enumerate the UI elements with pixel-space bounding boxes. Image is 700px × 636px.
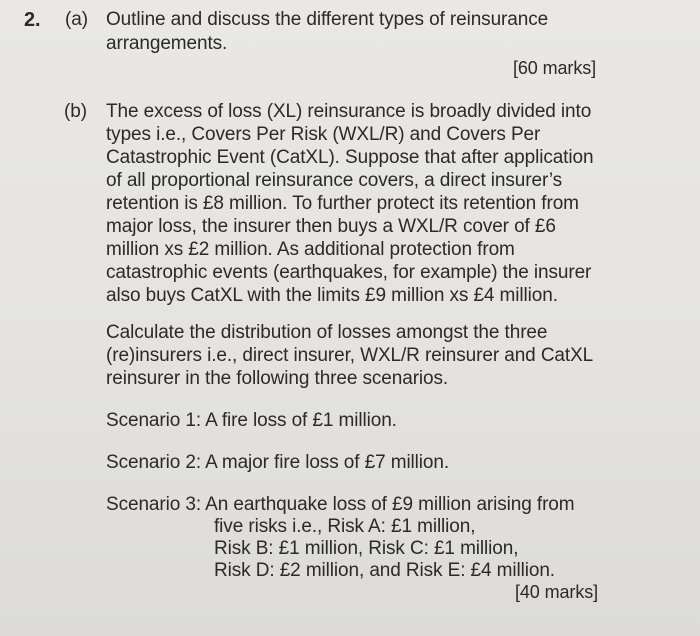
part-b-p2-line-1: Calculate the distribution of losses amongst the three [106,322,548,343]
question-number: 2. [24,9,41,31]
scenario-3-line-1: Scenario 3: An earthquake loss of £9 million arising from [106,494,575,515]
part-a-marks: [60 marks] [513,58,597,78]
part-a-label: (a) [65,9,88,30]
part-b-p1-line-1: The excess of loss (XL) reinsurance is broadly divided into [106,101,592,122]
part-b-p2-line-2: (re)insurers i.e., direct insurer, WXL/R reinsurer and CatXL [106,345,594,366]
part-a-line-2: arrangements. [106,33,228,54]
part-b-p1-line-9: also buys CatXL with the limits £9 million xs £4 million. [106,285,558,306]
part-b-marks: [40 marks] [515,582,599,602]
part-b-label: (b) [64,101,87,122]
scenario-3-line-2: five risks i.e., Risk A: £1 million, [214,516,476,537]
part-b-p1-line-7: million xs £2 million. As additional protection from [106,239,515,260]
part-b-p1-line-8: catastrophic events (earthquakes, for example) the insurer [106,262,592,283]
part-b-p1-line-6: major loss, the insurer then buys a WXL/R cover of £6 [106,216,556,237]
part-b-p1-line-2: types i.e., Covers Per Risk (WXL/R) and Covers Per [106,124,541,145]
part-b-p1-line-3: Catastrophic Event (CatXL). Suppose that after application [106,147,594,168]
part-b-p1-line-5: retention is £8 million. To further protect its retention from [106,193,579,214]
scenario-2: Scenario 2: A major fire loss of £7 million. [106,452,450,473]
scenario-1: Scenario 1: A fire loss of £1 million. [106,410,397,431]
part-b-p1-line-4: of all proportional reinsurance covers, a direct insurer’s [106,170,563,191]
part-a-line-1: Outline and discuss the different types of reinsurance [106,9,549,30]
scenario-3-line-3: Risk B: £1 million, Risk C: £1 million, [214,538,519,559]
scenario-3-line-4: Risk D: £2 million, and Risk E: £4 million. [214,560,555,581]
part-b-p2-line-3: reinsurer in the following three scenarios. [106,368,449,389]
